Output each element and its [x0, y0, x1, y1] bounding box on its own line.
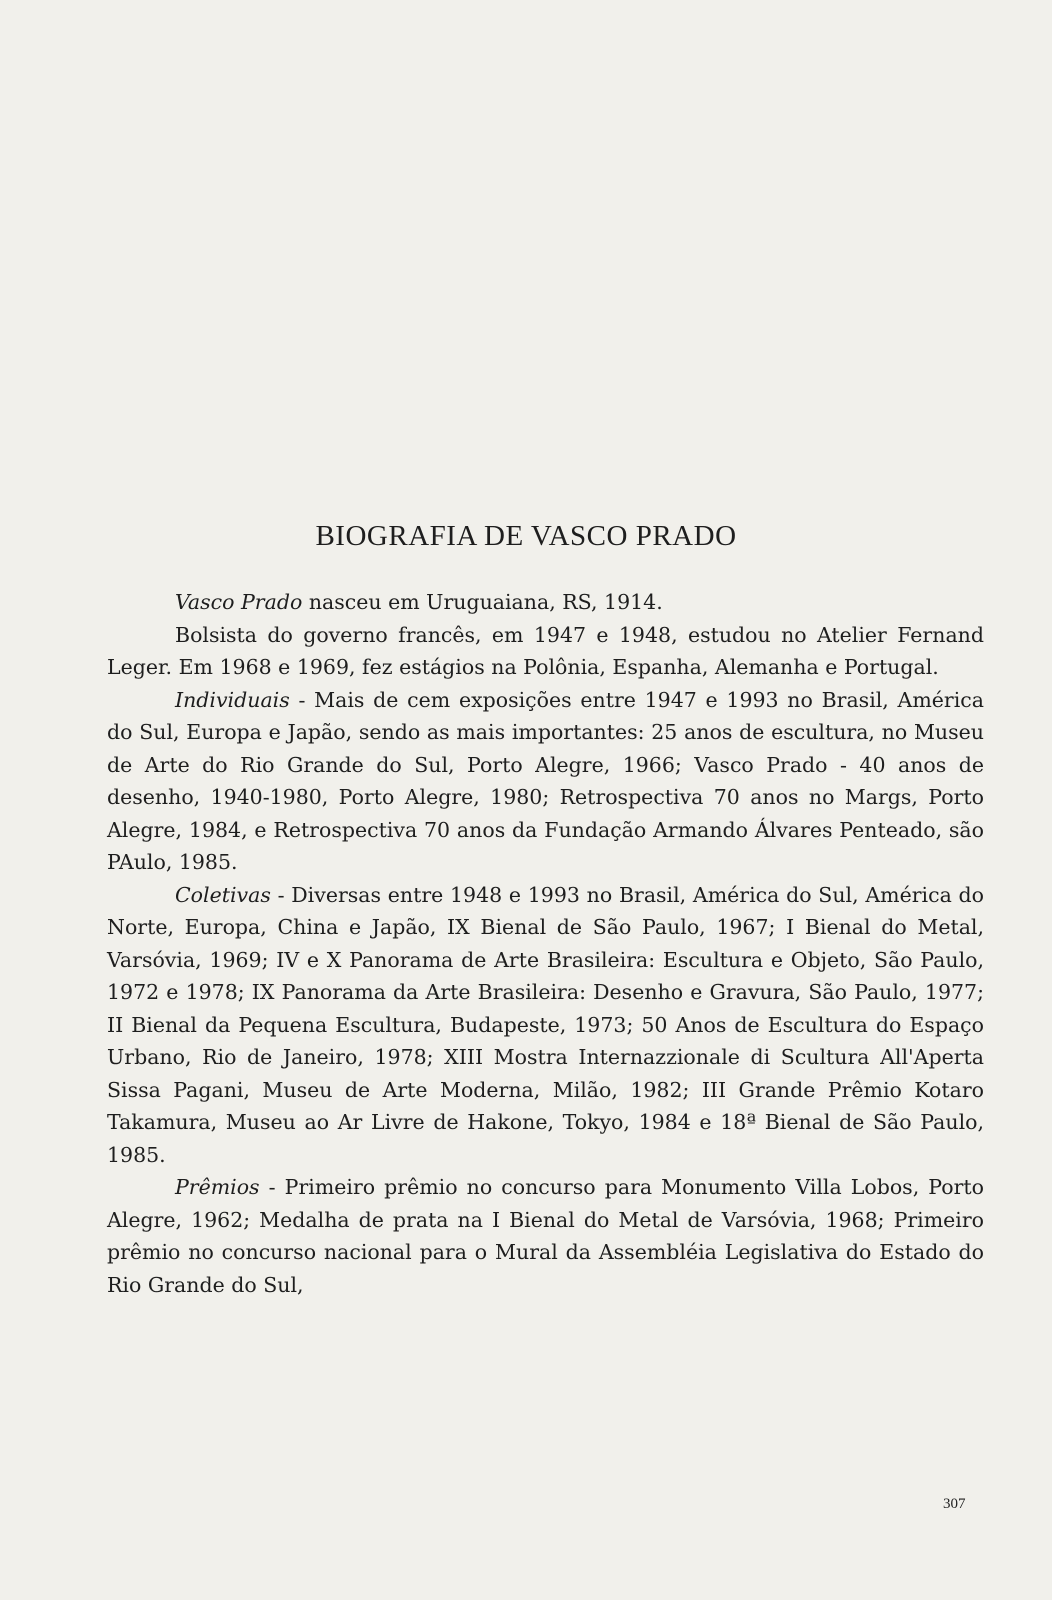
- page-title: BIOGRAFIA DE VASCO PRADO: [315, 520, 737, 552]
- paragraph-premios: [107, 1171, 984, 1301]
- paragraph-text: nasceu em Uruguaiana, RS, 1914.: [302, 590, 663, 614]
- paragraph-studies: [107, 619, 984, 684]
- biography-body: [107, 586, 984, 1301]
- paragraph-individuais: [107, 684, 984, 879]
- name-label: Vasco Prado: [175, 590, 303, 614]
- section-label-individuais: Individuais: [175, 687, 290, 712]
- section-label-premios: Prêmios: [175, 1175, 260, 1199]
- paragraph-birth: [107, 586, 984, 619]
- page-number: 307: [943, 1496, 966, 1512]
- paragraph-coletivas: [107, 879, 984, 1172]
- paragraph-text: - Primeiro prêmio no concurso para Monumento Villa Lobos, Porto Alegre, 1962; Medalha de prata na I Bienal do Metal de Varsóvia, 1968; Primeiro prêmio no concurso nacional para o Mural da Assembléia Legislativa do Estado do Rio Grande do Sul,: [107, 1175, 984, 1297]
- paragraph-text: - Mais de cem exposições entre 1947 e 1993 no Brasil, América do Sul, Europa e Japão, sendo as mais importantes: 25 anos de escultura, no Museu de Arte do Rio Grande do Sul, Porto Alegre, 1966; Vasco Prado - 40 anos de desenho, 1940-1980, Porto Alegre, 1980; Retrospectiva 70 anos no Margs, Porto Alegre, 1984, e Retrospectiva 70 anos da Fundação Armando Álvares Penteado, são PAulo, 1985.: [107, 687, 984, 874]
- paragraph-text: - Diversas entre 1948 e 1993 no Brasil, América do Sul, América do Norte, Europa, China e Japão, IX Bienal de São Paulo, 1967; I Bienal do Metal, Varsóvia, 1969; IV e X Panorama de Arte Brasileira: Escultura e Objeto, São Paulo, 1972 e 1978; IX Panorama da Arte Brasileira: Desenho e Gravura, São Paulo, 1977; II Bienal da Pequena Escultura, Budapeste, 1973; 50 Anos de Escultura do Espaço Urbano, Rio de Janeiro, 1978; XIII Mostra Internazzionale di Scultura All'Aperta Sissa Pagani, Museu de Arte Moderna, Milão, 1982; III Grande Prêmio Kotaro Takamura, Museu ao Ar Livre de Hakone, Tokyo, 1984 e 18ª Bienal de São Paulo, 1985.: [107, 882, 984, 1167]
- section-label-coletivas: Coletivas: [175, 882, 271, 907]
- paragraph-text: Bolsista do governo francês, em 1947 e 1948, estudou no Atelier Fernand Leger. Em 1968 e 1969, fez estágios na Polônia, Espanha, Alemanha e Portugal.: [107, 622, 984, 679]
